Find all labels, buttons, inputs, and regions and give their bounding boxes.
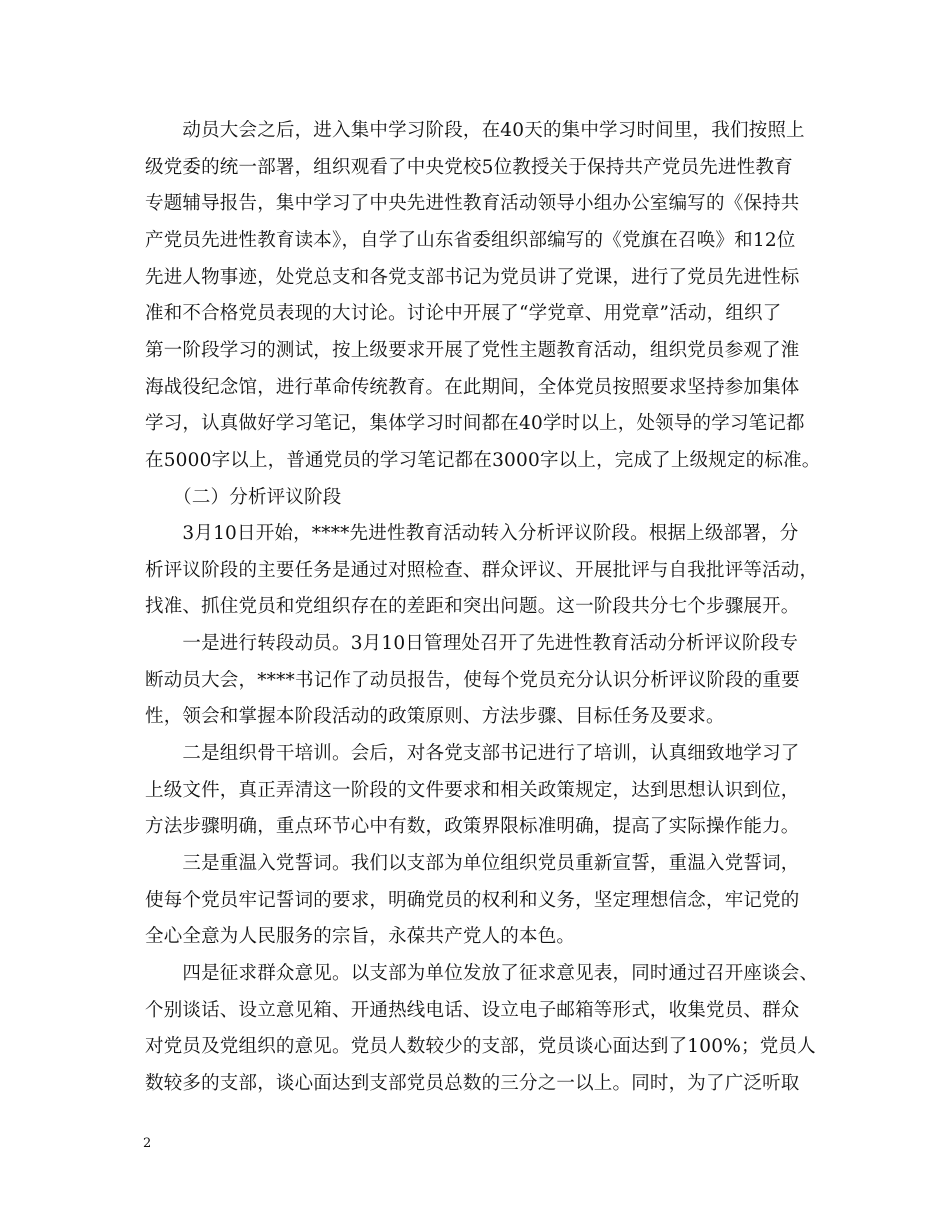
text-line: 动员大会之后，进入集中学习阶段，在40天的集中学习时间里，我们按照上 (145, 120, 805, 141)
text-line: 学习，认真做好学习笔记，集体学习时间都在40学时以上，处领导的学习笔记都 (145, 413, 805, 434)
text-line: 准和不合格党员表现的大讨论。讨论中开展了“学党章、用党章”活动，组织了 (145, 303, 782, 324)
text-line: 四是征求群众意见。以支部为单位发放了征求意见表，同时通过召开座谈会、 (145, 963, 819, 984)
text-line: 找准、抓住党员和党组织存在的差距和突出问题。这一阶段共分七个步骤展开。 (145, 596, 800, 617)
text-line: 3月10日开始，****先进性教育活动转入分析评议阶段。根据上级部署，分 (145, 523, 799, 544)
text-line: 先进人物事迹，处党总支和各党支部书记为党员讲了党课，进行了党员先进性标 (145, 267, 800, 288)
text-line: 一是进行转段动员。3月10日管理处召开了先进性教育活动分析评议阶段专 (145, 633, 799, 654)
text-line: 使每个党员牢记誓词的要求，明确党员的权利和义务，坚定理想信念，牢记党的 (145, 890, 800, 911)
page-number: 2 (143, 1136, 152, 1151)
text-line: 上级文件，真正弄清这一阶段的文件要求和相关政策规定，达到思想认识到位， (145, 780, 800, 801)
text-line: 析评议阶段的主要任务是通过对照检查、群众评议、开展批评与自我批评等活动， (145, 560, 819, 581)
text-line: 方法步骤明确，重点环节心中有数，政策界限标准明确，提高了实际操作能力。 (145, 816, 800, 837)
text-line: 海战役纪念馆，进行革命传统教育。在此期间，全体党员按照要求坚持参加集体 (145, 377, 800, 398)
text-line: 第一阶段学习的测试，按上级要求开展了党性主题教育活动，组织党员参观了淮 (145, 340, 800, 361)
text-line: 二是组织骨干培训。会后，对各党支部书记进行了培训，认真细致地学习了 (145, 743, 800, 764)
text-line: 个别谈话、设立意见箱、开通热线电话、设立电子邮箱等形式，收集党员、群众 (145, 1000, 800, 1021)
section-heading: （二）分析评议阶段 (145, 487, 342, 508)
text-line: 级党委的统一部署，组织观看了中央党校5位教授关于保持共产党员先进性教育 (145, 157, 793, 178)
text-line: 产党员先进性教育读本》，自学了山东省委组织部编写的《党旗在召唤》和12位 (145, 230, 796, 251)
text-line: 三是重温入党誓词。我们以支部为单位组织党员重新宣誓，重温入党誓词， (145, 853, 800, 874)
text-line: 性，领会和掌握本阶段活动的政策原则、方法步骤、目标任务及要求。 (145, 706, 725, 727)
text-line: 断动员大会，****书记作了动员报告，使每个党员充分认识分析评议阶段的重要 (145, 670, 800, 691)
text-line: 对党员及党组织的意见。党员人数较少的支部，党员谈心面达到了100%；党员人 (145, 1036, 816, 1057)
text-line: 专题辅导报告，集中学习了中央先进性教育活动领导小组办公室编写的《保持共 (145, 193, 800, 214)
text-line: 全心全意为人民服务的宗旨，永葆共产党人的本色。 (145, 926, 576, 947)
text-line: 在5000字以上，普通党员的学习笔记都在3000字以上，完成了上级规定的标准。 (145, 450, 821, 471)
text-line: 数较多的支部，谈心面达到支部党员总数的三分之一以上。同时，为了广泛听取 (145, 1073, 800, 1094)
